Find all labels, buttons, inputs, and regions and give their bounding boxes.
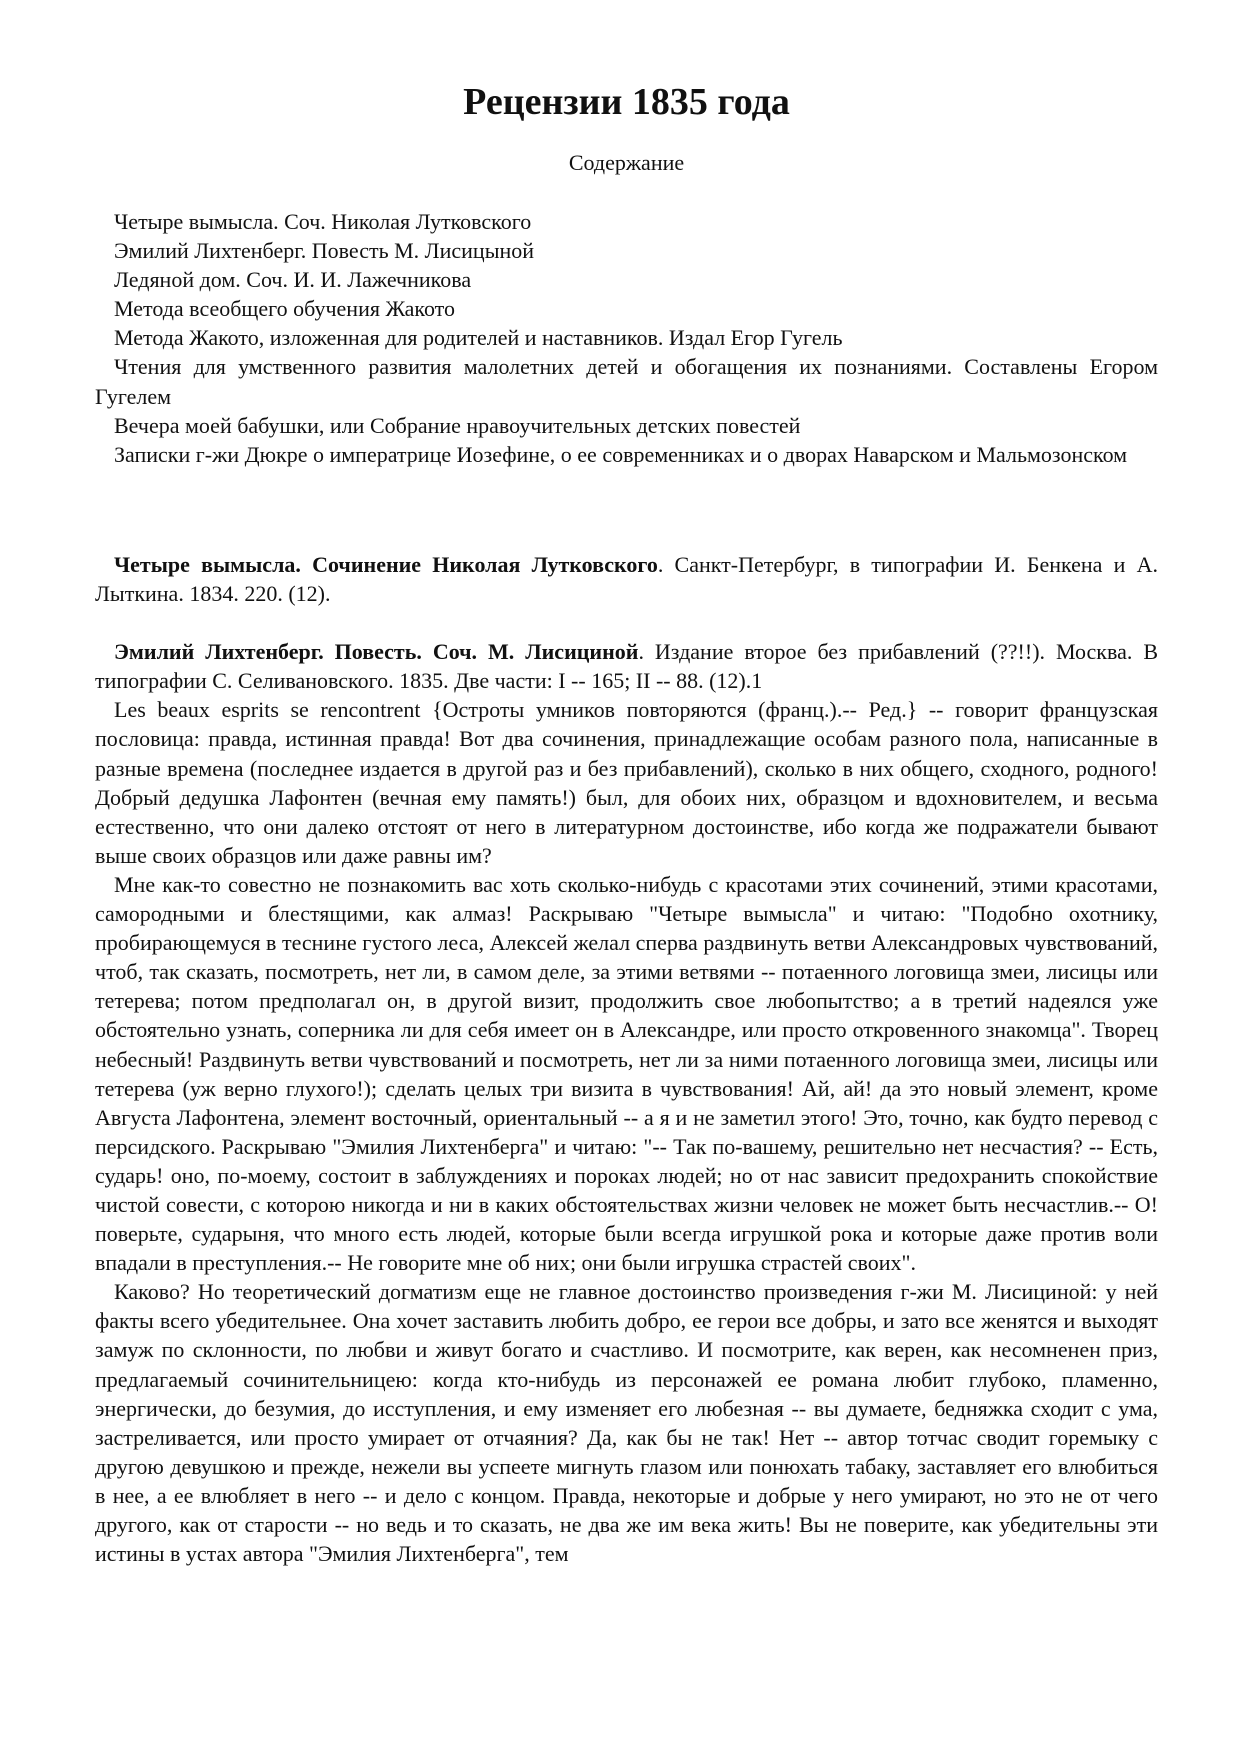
review-paragraph: Каково? Но теоретический догматизм еще не главное достоинство произведения г-жи М. Лисициной: у ней факты всего убедительнее. Она хочет заставить любить добро, ее герои все добры, и зато все женятся и выходят замуж по склонности, по любви и живут богато и счастливо. И посмотрите, как верен, как несомненен приз, предлагаемый сочинительницею: когда кто-нибудь из персонажей ее романа любит глубоко, пламенно, энергически, до безумия, до исступления, и ему изменяет его любезная -- вы думаете, бедняжка сходит с ума, застреливается, или просто умирает от отчаяния? Да, как бы не так! Нет -- автор тотчас сводит горемыку с другою девушкою и прежде, нежели вы успеете мигнуть глазом или понюхать табаку, заставляет его влюбиться в нее, а ее влюбляет в него -- и дело с концом. Правда, некоторые и добрые у него умирают, но это не от чего другого, как от старости -- но ведь и то сказать, не два же им века жить! Вы не поверите, как убедительны эти истины в устах автора "Эмилия Лихтенберга", тем (95, 1279, 1158, 1567)
page-title: Рецензии 1835 года (463, 81, 790, 123)
table-of-contents (95, 207, 1158, 469)
section-gap (95, 608, 1158, 637)
review-paragraph: Les beaux esprits se rencontrent {Остроты умников повторяются (франц.).-- Ред.} -- говорит французская пословица: правда, истинная правда! Вот два сочинения, принадлежащие особам разного пола, написанные в разные времена (последнее издается в другой раз и без прибавлений), сколько в них общего, сходного, родного! Добрый дедушка Лафонтен (вечная ему память!) был, для обоих них, образцом и вдохновителем, и весьма естественно, что они далеко отстоят от него в литературном достоинстве, ибо когда же подражатели бывают выше своих образцов или даже равны им? (95, 697, 1158, 868)
toc-item[interactable]: Метода всеобщего обучения Жакото (114, 296, 455, 322)
contents-heading: Содержание (568, 150, 685, 175)
toc-item[interactable]: Ледяной дом. Соч. И. И. Лажечникова (114, 267, 472, 293)
article-body (95, 550, 1158, 1568)
review-1-entry (95, 550, 1158, 608)
toc-item[interactable]: Чтения для умственного развития малолетних детей и обогащения их познаниями. Составлены Егором Гугелем (95, 354, 1158, 409)
review-2-entry (95, 637, 1158, 695)
toc-item[interactable]: Записки г-жи Дюкре о императрице Иозефине, о ее современниках и о дворах Наварском и Мальмозонском (114, 441, 1128, 467)
review-1-details: . Санкт-Петербург, в типографии И. Бенкена и А. Лыткина. 1834. 220. (12). (95, 552, 1159, 607)
toc-item[interactable]: Эмилий Лихтенберг. Повесть М. Лисицыной (114, 238, 535, 264)
review-2-heading: Эмилий Лихтенберг. Повесть. Соч. М. Лисициной (114, 639, 639, 665)
review-paragraph: Мне как-то совестно не познакомить вас хоть сколько-нибудь с красотами этих сочинений, этими красотами, самородными и блестящими, как алмаз! Раскрываю "Четыре вымысла" и читаю: "Подобно охотнику, пробирающемуся в теснине густого леса, Алексей желал сперва раздвинуть ветви Александровых чувствований, чтоб, так сказать, посмотреть, нет ли, в самом деле, за этими ветвями -- потаенного логовища змеи, лисицы или тетерева; потом предполагал он, в другой визит, продолжить свое любопытство; а в третий надеялся уже обстоятельно узнать, соперника ли для себя имеет он в Александре, или просто откровенного знакомца". Творец небесный! Раздвинуть ветви чувствований и посмотреть, нет ли за ними потаенного логовища змеи, лисицы или тетерева (уж верно глухого!); сделать целых три визита в чувствования! Ай, ай! да это новый элемент, кроме Августа Лафонтена, элемент восточный, ориентальный -- а я и не заметил этого! Это, точно, как будто перевод с персидского. Раскрываю "Эмилия Лихтенберга" и читаю: "-- Так по-вашему, решительно нет несчастия? -- Есть, сударь! оно, по-моему, состоит в заблуждениях и пороках людей; но от нас зависит предохранить спокойствие чистой совести, с которою никогда и ни в каких обстоятельствах жизни человек не может быть несчастлив.-- О! поверьте, сударыня, что много есть людей, которые были всегда игрушкой рока и которые даже против воли впадали в преступления.-- Не говорите мне об них; они были игрушка страстей своих". (95, 871, 1158, 1276)
review-1-heading: Четыре вымысла. Сочинение Николая Лутковского (114, 552, 658, 577)
toc-item[interactable]: Вечера моей бабушки, или Собрание нравоучительных детских повестей (114, 412, 801, 438)
toc-item[interactable]: Четыре вымысла. Соч. Николая Лутковского (114, 209, 532, 234)
toc-item[interactable]: Метода Жакото, изложенная для родителей и наставников. Издал Егор Гугель (114, 325, 843, 351)
review-2-details: . Издание второе без прибавлений (??!!). Москва. В типографии С. Селивановского. 1835. Две части: I -- 165; II -- 88. (12).1 (95, 639, 1158, 694)
